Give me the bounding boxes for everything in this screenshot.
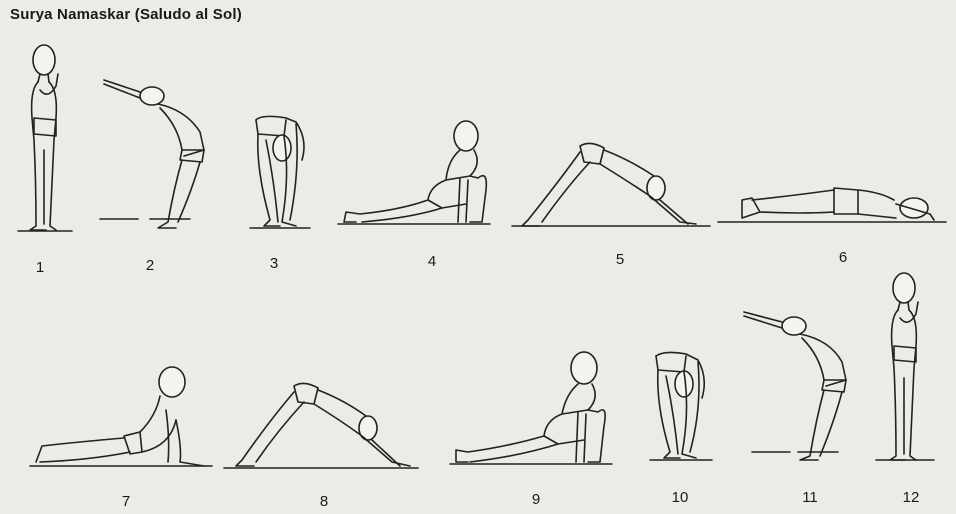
standing-forward-bend-figure-icon [650, 352, 712, 460]
eight-limbs-figure-icon [718, 188, 946, 222]
raised-arms-backbend-figure-icon [744, 312, 846, 460]
pose-number: 4 [427, 253, 437, 270]
downward-dog-figure-icon [512, 143, 710, 226]
pose-number: 12 [902, 489, 920, 506]
cobra-figure-icon [30, 367, 212, 466]
pose-number: 10 [671, 489, 689, 506]
pose-number: 2 [145, 257, 155, 274]
pose-number: 11 [802, 489, 818, 506]
pose-number: 6 [838, 249, 848, 266]
standing-prayer-figure-icon [18, 45, 72, 231]
pose-number: 7 [121, 493, 131, 510]
lunge-figure-icon [338, 121, 490, 224]
pose-number: 8 [319, 493, 329, 510]
pose-number: 9 [531, 491, 541, 508]
page-title: Surya Namaskar (Saludo al Sol) [10, 6, 242, 23]
downward-dog-figure-icon [224, 383, 418, 468]
lunge-figure-icon [450, 352, 612, 464]
pose-number: 1 [35, 259, 45, 276]
raised-arms-backbend-figure-icon [100, 80, 204, 228]
standing-forward-bend-figure-icon [250, 116, 310, 228]
pose-number: 5 [615, 251, 625, 268]
standing-prayer-figure-icon [876, 273, 934, 460]
pose-number: 3 [269, 255, 279, 272]
